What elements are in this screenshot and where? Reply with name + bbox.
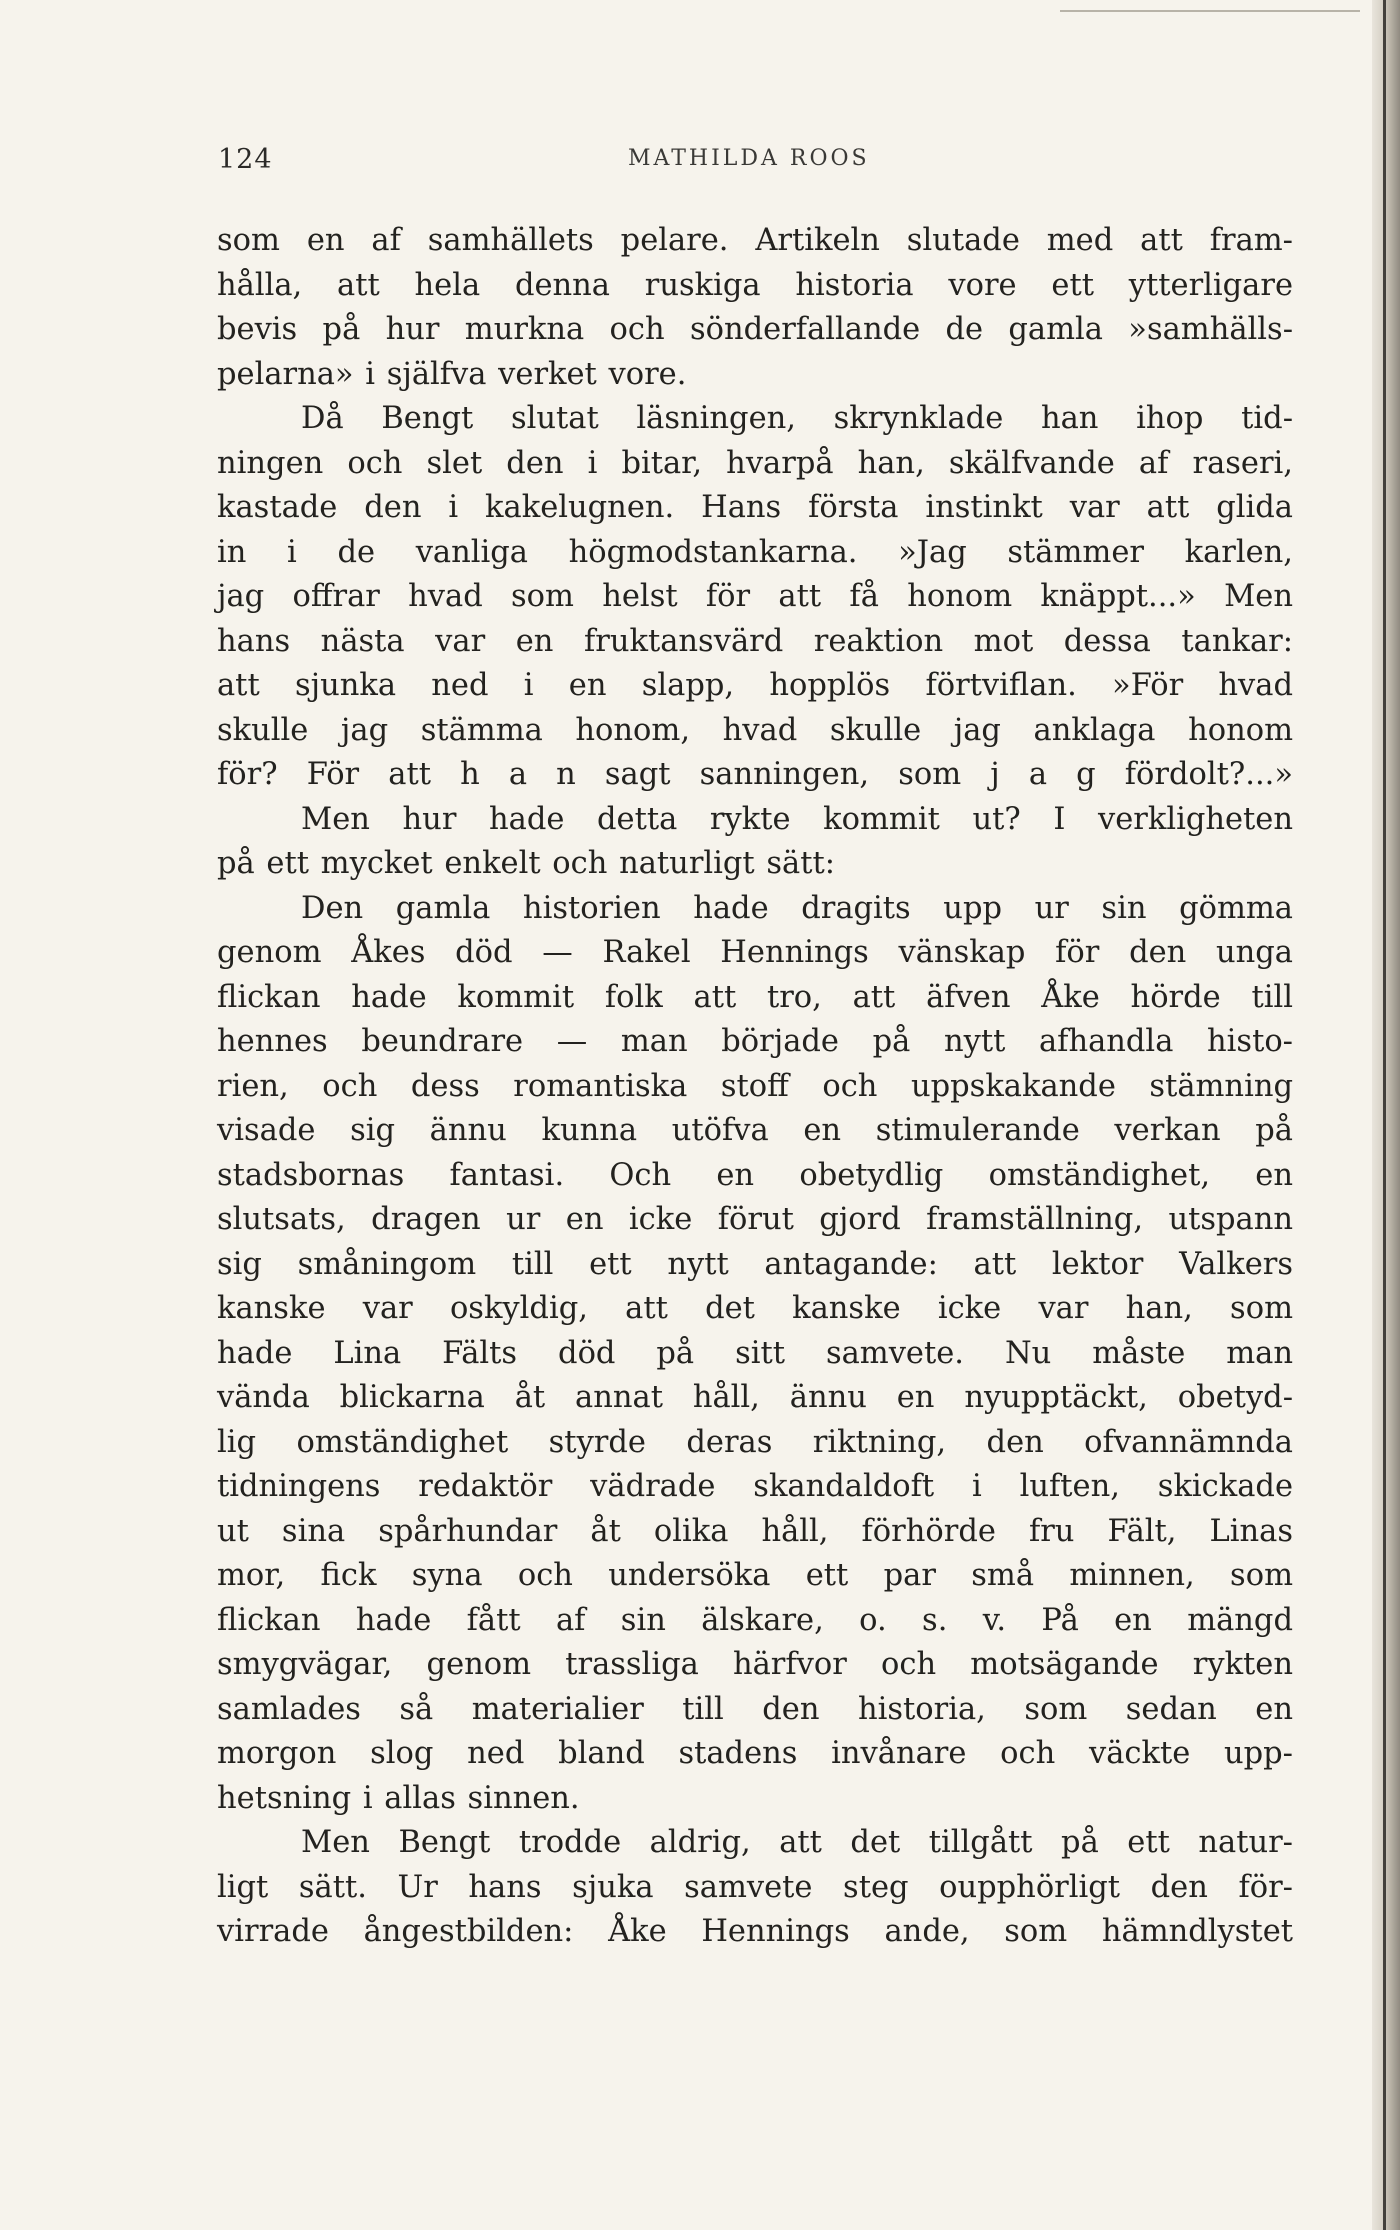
text-line: hetsning i allas sinnen. <box>217 1780 580 1816</box>
text-line: som en af samhällets pelare. Artikeln slutade med att fram- <box>217 223 1293 258</box>
text-line: Men hur hade detta rykte kommit ut? I verkligheten <box>301 801 1293 837</box>
text-line: ut sina spårhundar åt olika håll, förhörde fru Fält, Linas <box>217 1513 1293 1549</box>
text-line: flickan hade fått af sin älskare, o. s. v. På en mängd <box>217 1602 1293 1638</box>
text-line: ningen och slet den i bitar, hvarpå han, skälfvande af raseri, <box>217 445 1293 481</box>
text-line: hade Lina Fälts död på sitt samvete. Nu måste man <box>217 1335 1293 1371</box>
text-line: visade sig ännu kunna utöfva en stimulerande verkan på <box>217 1113 1293 1148</box>
text-line: kastade den i kakelugnen. Hans första instinkt var att glida <box>217 490 1293 525</box>
text-line: jag offrar hvad som helst för att få honom knäppt...» Men <box>217 579 1293 614</box>
page-number: 124 <box>218 144 273 175</box>
text-line: rien, och dess romantiska stoff och uppskakande stämning <box>217 1068 1293 1104</box>
text-line: vända blickarna åt annat håll, ännu en nyupptäckt, obetyd- <box>217 1380 1293 1415</box>
text-line: att sjunka ned i en slapp, hopplös förtviflan. »För hvad <box>217 668 1293 703</box>
page-header <box>218 140 1290 180</box>
body-text <box>217 219 1293 1955</box>
text-line: mor, fick syna och undersöka ett par små minnen, som <box>217 1558 1293 1593</box>
text-line: på ett mycket enkelt och naturligt sätt: <box>217 846 836 881</box>
binding-edge-line <box>1383 0 1386 2230</box>
text-line: morgon slog ned bland stadens invånare och väckte upp- <box>217 1736 1293 1771</box>
text-line: lig omständighet styrde deras riktning, den ofvannämnda <box>217 1424 1293 1460</box>
text-line: Den gamla historien hade dragits upp ur sin gömma <box>301 890 1293 926</box>
text-line: Då Bengt slutat läsningen, skrynklade han ihop tid- <box>301 401 1293 436</box>
text-line: ligt sätt. Ur hans sjuka samvete steg oupphörligt den för- <box>217 1869 1293 1905</box>
top-edge-rule <box>1060 10 1360 12</box>
text-line: Men Bengt trodde aldrig, att det tillgått på ett natur- <box>301 1825 1293 1860</box>
text-line: skulle jag stämma honom, hvad skulle jag anklaga honom <box>217 712 1293 748</box>
text-line: in i de vanliga högmodstankarna. »Jag stämmer karlen, <box>217 534 1293 570</box>
text-line: virrade ångestbilden: Åke Hennings ande, som hämndlystet <box>217 1914 1293 1949</box>
text-line: pelarna» i själfva verket vore. <box>217 356 687 392</box>
text-line: sig småningom till ett nytt antagande: att lektor Valkers <box>217 1246 1293 1282</box>
page-edge-shadow <box>1372 0 1400 2230</box>
text-line: hans nästa var en fruktansvärd reaktion mot dessa tankar: <box>217 623 1293 659</box>
text-line: kanske var oskyldig, att det kanske icke var han, som <box>217 1291 1293 1326</box>
text-line: samlades så materialier till den historia, som sedan en <box>217 1691 1293 1727</box>
text-line: flickan hade kommit folk att tro, att äfven Åke hörde till <box>217 979 1293 1015</box>
text-line: hennes beundrare — man började på nytt afhandla histo- <box>217 1024 1293 1059</box>
text-line: tidningens redaktör vädrade skandaldoft i luften, skickade <box>217 1469 1293 1504</box>
text-line: genom Åkes död — Rakel Hennings vänskap för den unga <box>217 935 1293 970</box>
text-line: för? För att h a n sagt sanningen, som j a g fördolt?...» <box>217 757 1293 792</box>
text-line: stadsbornas fantasi. Och en obetydlig omständighet, en <box>217 1157 1293 1193</box>
text-line: slutsats, dragen ur en icke förut gjord framställning, utspann <box>217 1202 1293 1237</box>
text-line: hålla, att hela denna ruskiga historia vore ett ytterligare <box>217 267 1293 303</box>
text-line: smygvägar, genom trassliga härfvor och motsägande rykten <box>217 1647 1293 1682</box>
text-line: bevis på hur murkna och sönderfallande de gamla »samhälls- <box>217 312 1293 347</box>
running-head: MATHILDA ROOS <box>628 146 870 171</box>
